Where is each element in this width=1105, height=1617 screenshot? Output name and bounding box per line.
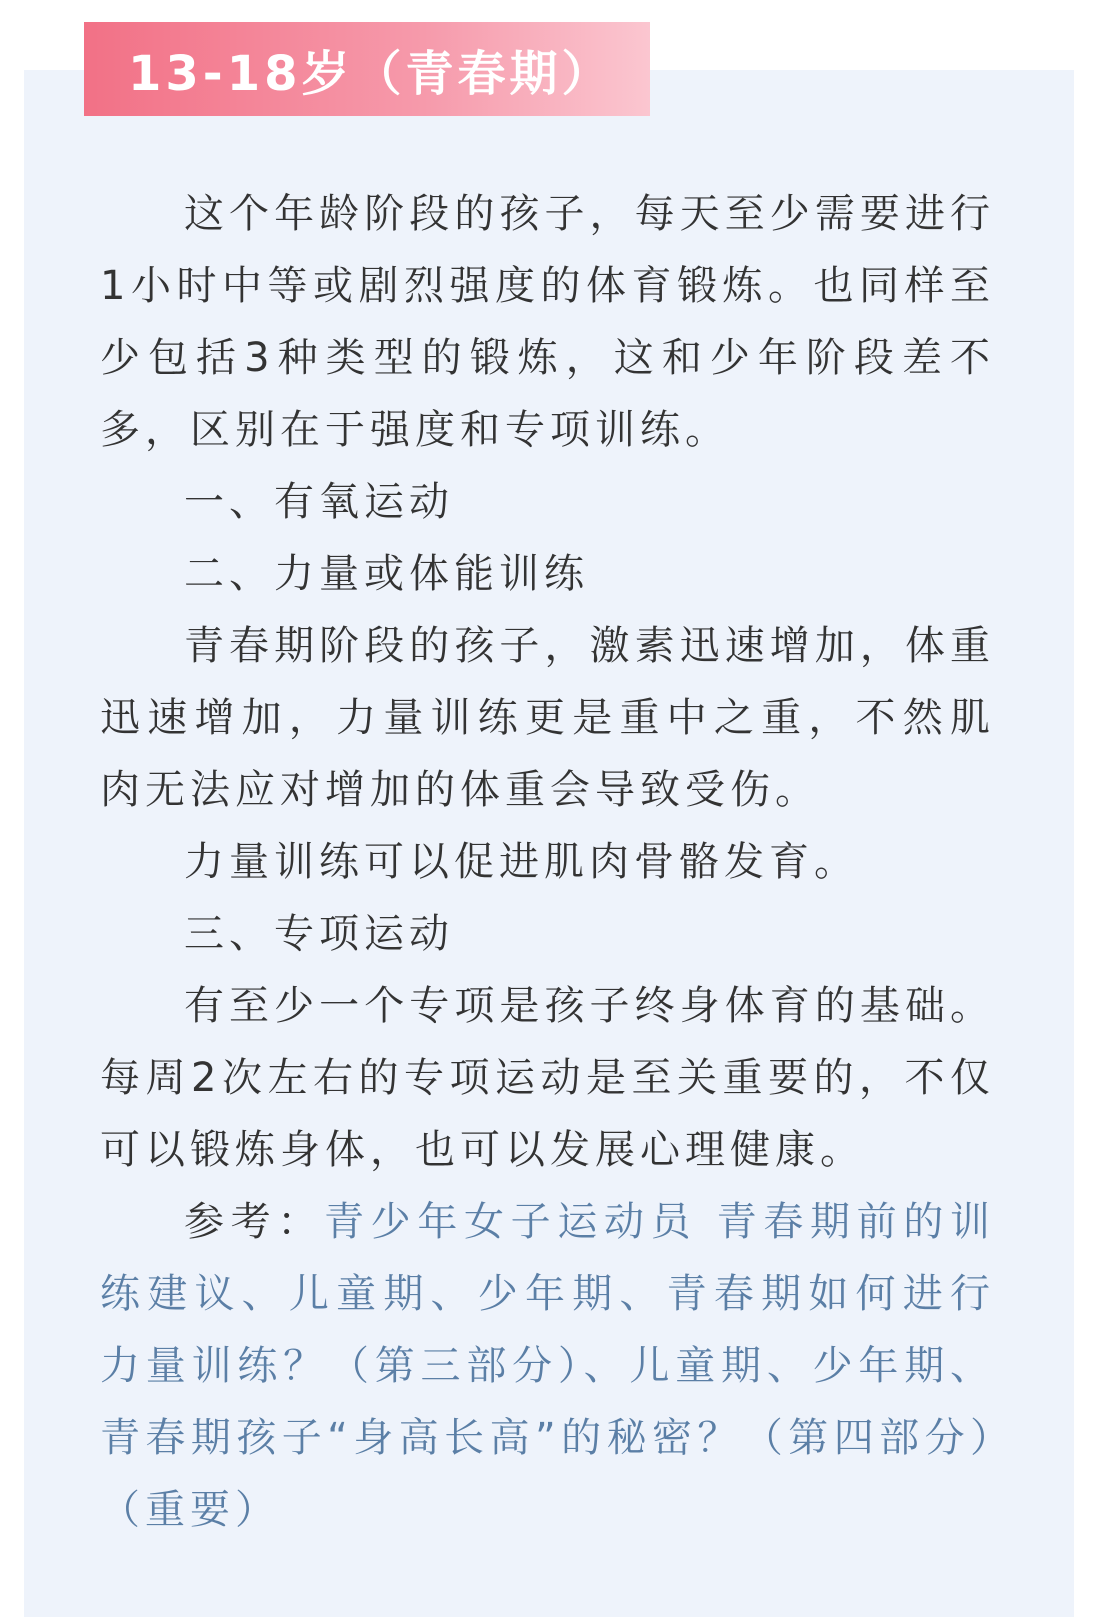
paragraph-puberty: 青春期阶段的孩子，激素迅速增加，体重迅速增加，力量训练更是重中之重，不然肌肉无法应对增加的体重会导致受伤。 [100, 623, 995, 813]
section-title: 13-18岁（青春期） [128, 45, 614, 102]
reference-links[interactable]: 青少年女子运动员 青春期前的训练建议、儿童期、少年期、青春期如何进行力量训练？（第三部分）、儿童期、少年期、青春期孩子“身高长高”的秘密？（第四部分）（重要） [100, 1199, 996, 1533]
list-item-specialty: 三、专项运动 [184, 911, 454, 957]
section-header-banner [84, 22, 650, 116]
reference-paragraph [100, 1186, 995, 1546]
paragraph-intro: 这个年龄阶段的孩子，每天至少需要进行1小时中等或剧烈强度的体育锻炼。也同样至少包括3种类型的锻炼，这和少年阶段差不多，区别在于强度和专项训练。 [100, 191, 995, 453]
paragraph-strength-benefit: 力量训练可以促进肌肉骨骼发育。 [184, 839, 859, 885]
reference-label: 参考： [184, 1199, 324, 1245]
paragraph-specialty: 有至少一个专项是孩子终身体育的基础。每周2次左右的专项运动是至关重要的，不仅可以锻炼身体，也可以发展心理健康。 [100, 983, 995, 1173]
list-item-aerobic: 一、有氧运动 [184, 479, 454, 525]
list-item-strength: 二、力量或体能训练 [184, 551, 589, 597]
article-body [100, 178, 995, 1546]
